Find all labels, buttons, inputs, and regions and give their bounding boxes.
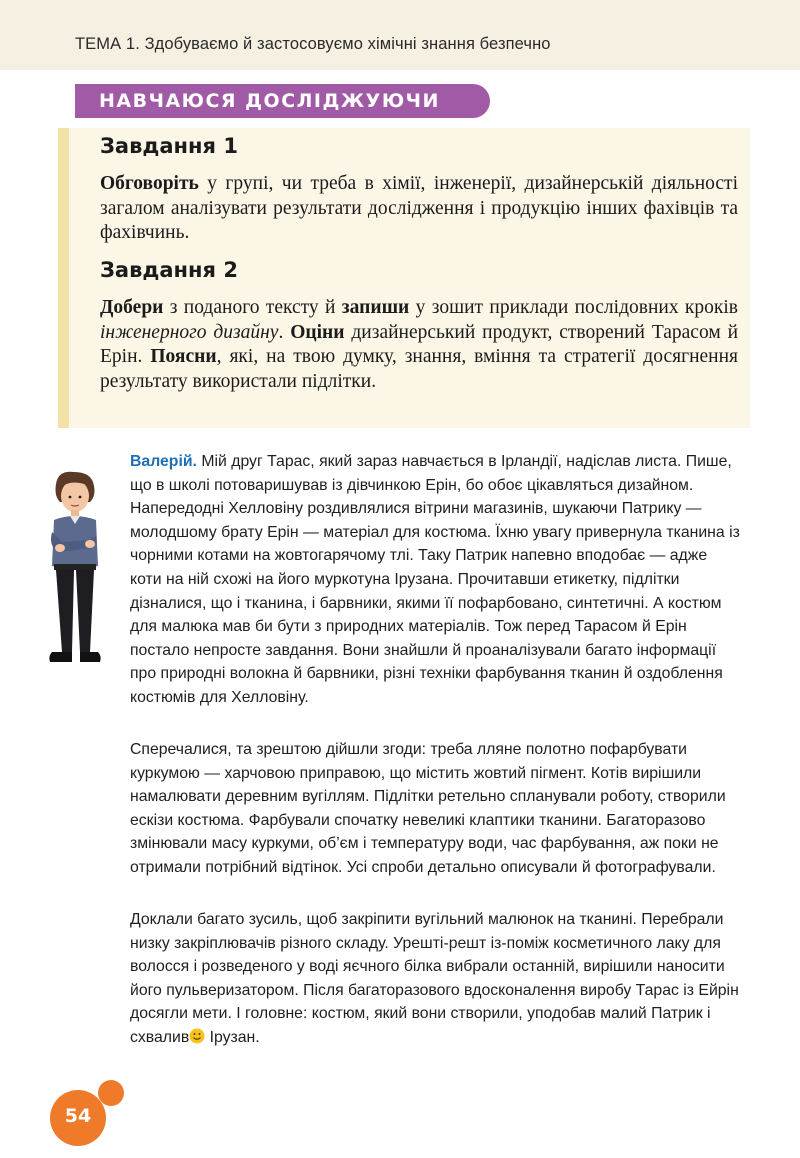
section-banner-label: НАВЧАЮСЯ ДОСЛІДЖУЮЧИ (99, 90, 440, 112)
task2-text-part: , які, на твою думку, знання, вміння та стратегії досягнення результату використали підлітки. (100, 346, 739, 392)
task1-text (100, 172, 738, 246)
story-p1-text: Мій друг Тарас, який зараз навчається в Ірландії, надіслав листа. Пише, що в школі потоваришував із дівчинкою Ерін, бо обоє цікавляться дизайном. Напередодні Хелловіну роздивлялися вітрини магазинів, шукаючи Патрику — молодшому брату Ерін — матеріал для костюма. Їхню увагу привернула тканина із чорними котами на жовтогарячому тлі. Таку Патрик напевно вподобає — адже коти на ній схожі на його муркотуна Ірузана. Прочитавши етикетку, підлітки дізналися, що і тканина, і барвники, якими її пофарбовано, синтетичні. А костюм для малюка мав би бути з природних матеріалів. Тож перед Тарасом й Ерін постало непросте завдання. Вони знайшли й проаналізували багато інформації про природні волокна й барвники, різні техніки фарбування тканин й оздоблення костюмів для Хелловіну. (130, 453, 740, 706)
task2-text-part: з поданого тексту й (163, 297, 342, 318)
task2-verb-evaluate: Оціни (290, 321, 345, 343)
task2-text-part: дизайнерський продукт, створений Тарасом й Ерін. (100, 321, 739, 367)
task2-heading: Завдання 2 (100, 258, 238, 282)
tasks-box (58, 128, 750, 428)
task1-body: у групі, чи треба в хімії, інженерії, дизайнерській діяльності загалом аналізувати результати дослідження і продукцію інших фахівців та фахівчинь. (100, 173, 738, 243)
story-paragraph-1 (130, 450, 740, 710)
story-p3-text: Доклали багато зусиль, щоб закріпити вугільний малюнок на тканині. Перебрали низку закріплювачів різного складу. Урешті-решт із-поміж косметичного лаку для волосся і розведеного у воді яєчного білка вибрали останній, вирішили наносити його пульверизатором. Після багаторазового вдосконалення виробу Тарас із Ейрін досягли мети. І головне: костюм, який вони створили, уподобав малий Патрик і схвалив (130, 911, 739, 1046)
story-paragraph-2: Сперечалися, та зрештою дійшли згоди: треба лляне полотно пофарбувати куркумою — харчовою приправою, що містить жовтий пігмент. Котів вирішили намалювати деревним вугіллям. Підлітки ретельно спланували роботу, створили ескізи костюма. Фарбували спочатку невеликі клаптики тканини. Багаторазово змінювали масу куркуми, об’єм і температуру води, час фарбування, аж поки не отримали потрібний відтінок. Усі спроби детально описували й фотографували. (130, 741, 726, 876)
speaker-name: Валерій. (130, 453, 197, 470)
task2-verb-write: запиши (341, 297, 410, 318)
task2-verb-explain: Поясни (150, 346, 217, 367)
task2-verb-choose: Добери (100, 297, 164, 318)
page-badge-dot (98, 1080, 124, 1106)
story-paragraph-3 (130, 908, 740, 1052)
page-number: 54 (64, 1105, 92, 1127)
section-banner (75, 84, 490, 118)
running-header (0, 0, 800, 70)
tasks-side-rail (58, 128, 69, 428)
header-title: ТЕМА 1. Здобуваємо й застосовуємо хімічні знання безпечно (75, 35, 551, 53)
smiley-icon (189, 1028, 205, 1052)
task2-term: інженерного дизайну (100, 321, 279, 343)
story-p3-end: Ірузан. (205, 1028, 260, 1046)
task2-text-part: . (278, 321, 291, 343)
page-number-badge (50, 1090, 106, 1146)
task2-text-part: у зошит приклади послідовних кроків (409, 297, 739, 318)
task1-lead: Обговоріть (100, 173, 199, 194)
task1-heading: Завдання 1 (100, 134, 238, 158)
boy-illustration (40, 470, 108, 674)
task2-text (100, 296, 738, 394)
